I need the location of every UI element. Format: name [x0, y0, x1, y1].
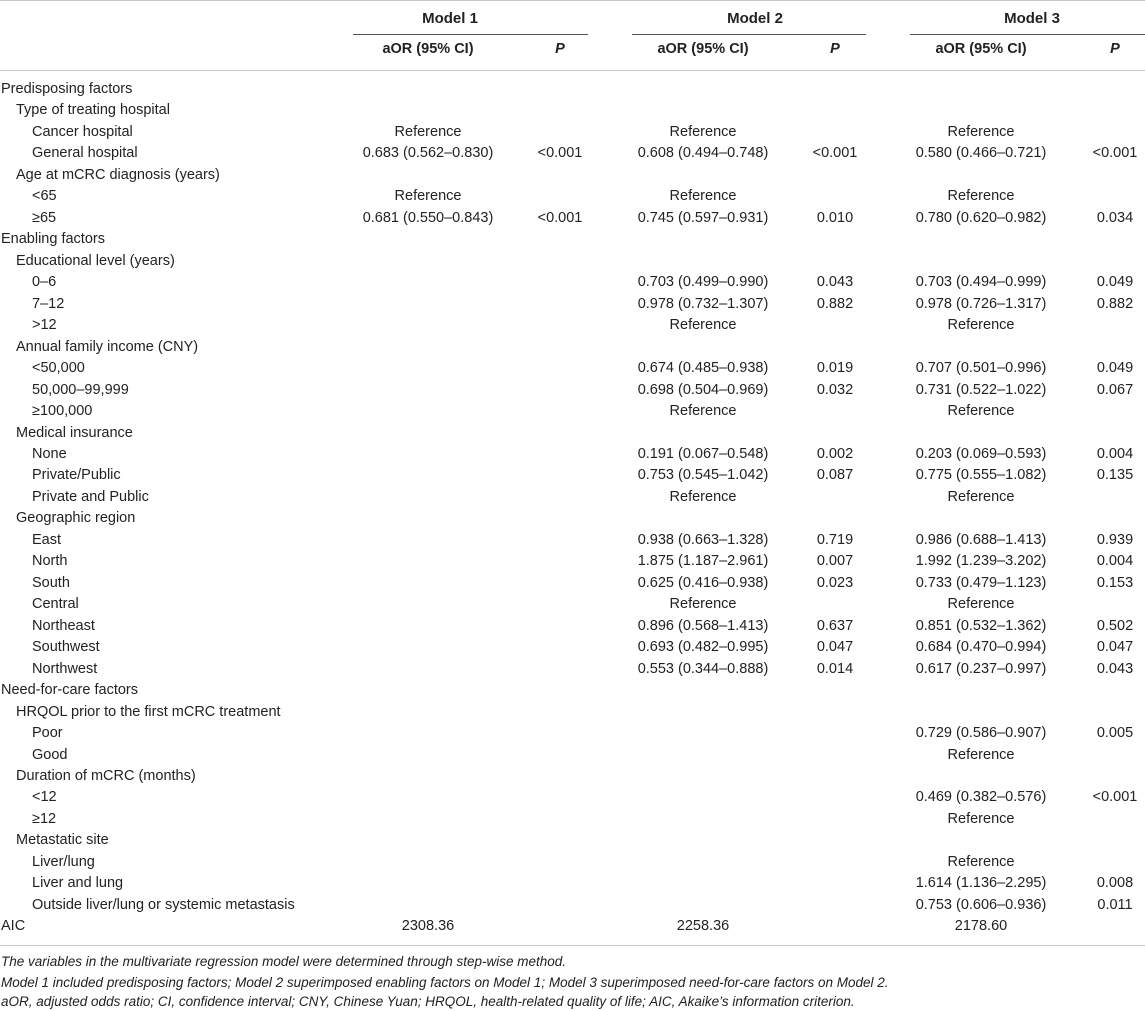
footnote-abbreviations: aOR, adjusted odds ratio; CI, confidence interval; CNY, Chinese Yuan; HRQOL, health-related quality of life; AIC, Akaike’s information criterion. — [1, 994, 855, 1009]
table-row — [0, 358, 1145, 379]
model-3-aor-cell: 0.684 (0.470–0.994) — [915, 639, 1047, 656]
section-row — [0, 680, 1145, 701]
model-2-aor-cell: 0.703 (0.499–0.990) — [637, 274, 769, 291]
model-2-aor-cell: 0.608 (0.494–0.748) — [637, 145, 769, 162]
model-3-p-cell: 0.049 — [1096, 274, 1134, 291]
model-2-aor-cell: 0.745 (0.597–0.931) — [637, 209, 769, 226]
model-2-aor-cell: 0.978 (0.732–1.307) — [637, 295, 769, 312]
row-label: <12 — [32, 789, 57, 806]
model-2-aor-header: aOR (95% CI) — [657, 41, 749, 57]
section-row — [0, 79, 1145, 100]
model-2-p-cell: 0.637 — [816, 617, 854, 634]
model-3-aor-cell: 2178.60 — [954, 918, 1008, 935]
model-3-p-cell: 0.067 — [1096, 381, 1134, 398]
model-3-aor-cell: 0.203 (0.069–0.593) — [915, 445, 1047, 462]
model-2-p-cell: 0.019 — [816, 360, 854, 377]
model-3-p-cell: 0.008 — [1096, 875, 1134, 892]
table-row — [0, 551, 1145, 572]
variable-row — [0, 423, 1145, 444]
footnote-method: The variables in the multivariate regression model were determined through step-wise method. — [1, 954, 567, 969]
row-label: South — [32, 574, 70, 591]
row-label: Poor — [32, 725, 63, 742]
model-2-p-cell: 0.002 — [816, 445, 854, 462]
row-label: North — [32, 553, 68, 570]
model-3-aor-cell: Reference — [947, 403, 1015, 420]
model-2-p-cell: 0.043 — [816, 274, 854, 291]
row-label: Need-for-care factors — [1, 682, 138, 699]
model-3-p-cell: 0.005 — [1096, 725, 1134, 742]
row-label: East — [32, 531, 62, 548]
variable-row — [0, 508, 1145, 529]
table-row — [0, 444, 1145, 465]
model-2-p-cell: 0.047 — [816, 639, 854, 656]
model-3-p-header: P — [1110, 41, 1120, 57]
row-label: ≥12 — [32, 810, 57, 827]
model-2-aor-cell: Reference — [669, 596, 737, 613]
model-2-p-cell: 0.087 — [816, 467, 854, 484]
row-label: Good — [32, 746, 68, 763]
row-label: None — [32, 445, 67, 462]
model-2-header: Model 2 — [727, 10, 783, 27]
model-3-p-cell: 0.011 — [1097, 896, 1133, 913]
model-1-aor-cell: Reference — [394, 123, 462, 140]
row-label: Private and Public — [32, 488, 149, 505]
table-row — [0, 465, 1145, 486]
model-3-aor-cell: 0.753 (0.606–0.936) — [915, 896, 1047, 913]
model-2-p-cell: 0.010 — [816, 209, 854, 226]
model-2-p-header: P — [830, 41, 840, 57]
model-3-aor-cell: Reference — [947, 317, 1015, 334]
model-1-aor-cell: Reference — [394, 188, 462, 205]
model-3-p-cell: 0.135 — [1096, 467, 1134, 484]
model-2-aor-cell: 0.625 (0.416–0.938) — [637, 574, 769, 591]
model-3-aor-cell: 0.703 (0.494–0.999) — [915, 274, 1047, 291]
model-2-p-cell: 0.007 — [816, 553, 854, 570]
model-2-aor-cell: 0.753 (0.545–1.042) — [637, 467, 769, 484]
footnote-models: Model 1 included predisposing factors; Model 2 superimposed enabling factors on Model 1; Model 3 superimposed need-for-care factors on Model 2. — [1, 975, 889, 990]
table-row — [0, 852, 1145, 873]
model-2-aor-cell: 0.553 (0.344–0.888) — [637, 660, 769, 677]
row-label: <50,000 — [32, 360, 85, 377]
model-3-p-cell: 0.004 — [1096, 553, 1134, 570]
model-3-p-cell: <0.001 — [1092, 789, 1138, 806]
row-label: AIC — [1, 918, 26, 935]
row-label: Northwest — [32, 660, 98, 677]
table-row — [0, 637, 1145, 658]
model-1-aor-cell: 0.681 (0.550–0.843) — [362, 209, 494, 226]
model-3-aor-cell: 0.617 (0.237–0.997) — [915, 660, 1047, 677]
variable-row — [0, 766, 1145, 787]
model-3-aor-cell: 0.780 (0.620–0.982) — [915, 209, 1047, 226]
row-label: ≥100,000 — [32, 403, 93, 420]
model-3-p-cell: 0.939 — [1096, 531, 1134, 548]
model-3-aor-cell: Reference — [947, 810, 1015, 827]
table-row — [0, 272, 1145, 293]
model-3-aor-cell: 0.707 (0.501–0.996) — [915, 360, 1047, 377]
model-3-p-cell: 0.502 — [1096, 617, 1134, 634]
model-3-aor-header: aOR (95% CI) — [935, 41, 1027, 57]
model-2-aor-cell: Reference — [669, 123, 737, 140]
table-row — [0, 143, 1145, 164]
model-3-aor-cell: 1.992 (1.239–3.202) — [915, 553, 1047, 570]
model-2-aor-cell: 0.938 (0.663–1.328) — [637, 531, 769, 548]
model-1-aor-cell: 2308.36 — [401, 918, 455, 935]
table-row — [0, 787, 1145, 808]
table-top-rule — [0, 0, 1145, 1]
row-label: Medical insurance — [16, 424, 133, 441]
table-row — [0, 873, 1145, 894]
section-row — [0, 916, 1145, 937]
row-label: Central — [32, 596, 79, 613]
model-3-p-cell: 0.049 — [1096, 360, 1134, 377]
model-2-aor-cell: Reference — [669, 488, 737, 505]
model-3-aor-cell: 0.733 (0.479–1.123) — [915, 574, 1047, 591]
model-1-aor-cell: 0.683 (0.562–0.830) — [362, 145, 494, 162]
row-label: >12 — [32, 317, 57, 334]
table-row — [0, 122, 1145, 143]
model-3-rule — [910, 34, 1145, 35]
model-3-p-cell: 0.004 — [1096, 445, 1134, 462]
table-row — [0, 616, 1145, 637]
row-label: 50,000–99,999 — [32, 381, 129, 398]
model-3-aor-cell: Reference — [947, 488, 1015, 505]
row-label: Private/Public — [32, 467, 121, 484]
model-1-header: Model 1 — [422, 10, 478, 27]
model-2-aor-cell: 0.693 (0.482–0.995) — [637, 639, 769, 656]
model-3-p-cell: 0.047 — [1096, 639, 1134, 656]
section-row — [0, 229, 1145, 250]
table-row — [0, 809, 1145, 830]
variable-row — [0, 165, 1145, 186]
row-label: ≥65 — [32, 209, 57, 226]
model-3-aor-cell: Reference — [947, 596, 1015, 613]
row-label: Type of treating hospital — [16, 102, 170, 119]
row-label: Age at mCRC diagnosis (years) — [16, 166, 220, 183]
model-2-p-cell: <0.001 — [812, 145, 858, 162]
table-row — [0, 723, 1145, 744]
model-3-p-cell: 0.043 — [1096, 660, 1134, 677]
table-row — [0, 208, 1145, 229]
variable-row — [0, 830, 1145, 851]
model-2-aor-cell: Reference — [669, 317, 737, 334]
row-label: 0–6 — [32, 274, 57, 291]
model-3-aor-cell: 0.986 (0.688–1.413) — [915, 531, 1047, 548]
table-row — [0, 487, 1145, 508]
model-2-aor-cell: 0.191 (0.067–0.548) — [637, 445, 769, 462]
row-label: General hospital — [32, 145, 138, 162]
variable-row — [0, 702, 1145, 723]
model-3-aor-cell: Reference — [947, 123, 1015, 140]
model-3-aor-cell: Reference — [947, 853, 1015, 870]
row-label: Outside liver/lung or systemic metastasis — [32, 896, 295, 913]
model-2-aor-cell: 2258.36 — [676, 918, 730, 935]
table-row — [0, 573, 1145, 594]
row-label: Educational level (years) — [16, 252, 175, 269]
row-label: Predisposing factors — [1, 81, 133, 97]
variable-row — [0, 100, 1145, 121]
variable-row — [0, 251, 1145, 272]
row-label: Southwest — [32, 639, 100, 656]
table-row — [0, 294, 1145, 315]
row-label: Geographic region — [16, 510, 136, 527]
table-bottom-rule — [0, 945, 1145, 946]
model-2-rule — [632, 34, 866, 35]
row-label: Metastatic site — [16, 832, 109, 849]
model-3-aor-cell: 0.469 (0.382–0.576) — [915, 789, 1047, 806]
regression-table — [0, 79, 1145, 938]
row-label: HRQOL prior to the first mCRC treatment — [16, 703, 281, 720]
table-row — [0, 186, 1145, 207]
model-2-aor-cell: 0.698 (0.504–0.969) — [637, 381, 769, 398]
model-3-aor-cell: 0.851 (0.532–1.362) — [915, 617, 1047, 634]
model-2-aor-cell: 1.875 (1.187–2.961) — [637, 553, 769, 570]
variable-row — [0, 337, 1145, 358]
model-3-p-cell: 0.034 — [1096, 209, 1134, 226]
row-label: Enabling factors — [1, 231, 105, 248]
row-label: Cancer hospital — [32, 123, 133, 140]
model-3-p-cell: 0.882 — [1096, 295, 1134, 312]
table-row — [0, 895, 1145, 916]
model-3-aor-cell: 0.580 (0.466–0.721) — [915, 145, 1047, 162]
table-row — [0, 401, 1145, 422]
row-label: <65 — [32, 188, 57, 205]
row-label: 7–12 — [32, 295, 65, 312]
header-bottom-rule — [0, 70, 1145, 71]
model-2-p-cell: 0.032 — [816, 381, 854, 398]
model-2-aor-cell: Reference — [669, 188, 737, 205]
model-2-aor-cell: Reference — [669, 403, 737, 420]
row-label: Liver/lung — [32, 853, 95, 870]
model-3-aor-cell: 0.731 (0.522–1.022) — [915, 381, 1047, 398]
model-3-header: Model 3 — [1004, 10, 1060, 27]
row-label: Annual family income (CNY) — [16, 338, 199, 355]
model-2-p-cell: 0.023 — [816, 574, 854, 591]
row-label: Northeast — [32, 617, 95, 634]
table-row — [0, 745, 1145, 766]
model-3-aor-cell: Reference — [947, 746, 1015, 763]
model-3-aor-cell: 0.775 (0.555–1.082) — [915, 467, 1047, 484]
model-1-p-cell: <0.001 — [537, 209, 583, 226]
row-label: Liver and lung — [32, 875, 124, 892]
model-3-aor-cell: 0.729 (0.586–0.907) — [915, 725, 1047, 742]
table-row — [0, 315, 1145, 336]
table-row — [0, 530, 1145, 551]
model-3-p-cell: <0.001 — [1092, 145, 1138, 162]
model-3-aor-cell: 0.978 (0.726–1.317) — [915, 295, 1047, 312]
table-row — [0, 380, 1145, 401]
model-2-p-cell: 0.719 — [816, 531, 854, 548]
row-label: Duration of mCRC (months) — [16, 768, 196, 784]
model-2-aor-cell: 0.896 (0.568–1.413) — [637, 617, 769, 634]
model-1-p-cell: <0.001 — [537, 145, 583, 162]
model-3-p-cell: 0.153 — [1096, 574, 1134, 591]
model-1-p-header: P — [555, 41, 565, 57]
model-3-aor-cell: 1.614 (1.136–2.295) — [915, 875, 1047, 892]
table-row — [0, 594, 1145, 615]
model-2-p-cell: 0.014 — [816, 660, 854, 677]
model-1-rule — [353, 34, 588, 35]
model-1-aor-header: aOR (95% CI) — [382, 41, 474, 57]
model-3-aor-cell: Reference — [947, 188, 1015, 205]
table-row — [0, 659, 1145, 680]
model-2-aor-cell: 0.674 (0.485–0.938) — [637, 360, 769, 377]
model-2-p-cell: 0.882 — [816, 295, 854, 312]
